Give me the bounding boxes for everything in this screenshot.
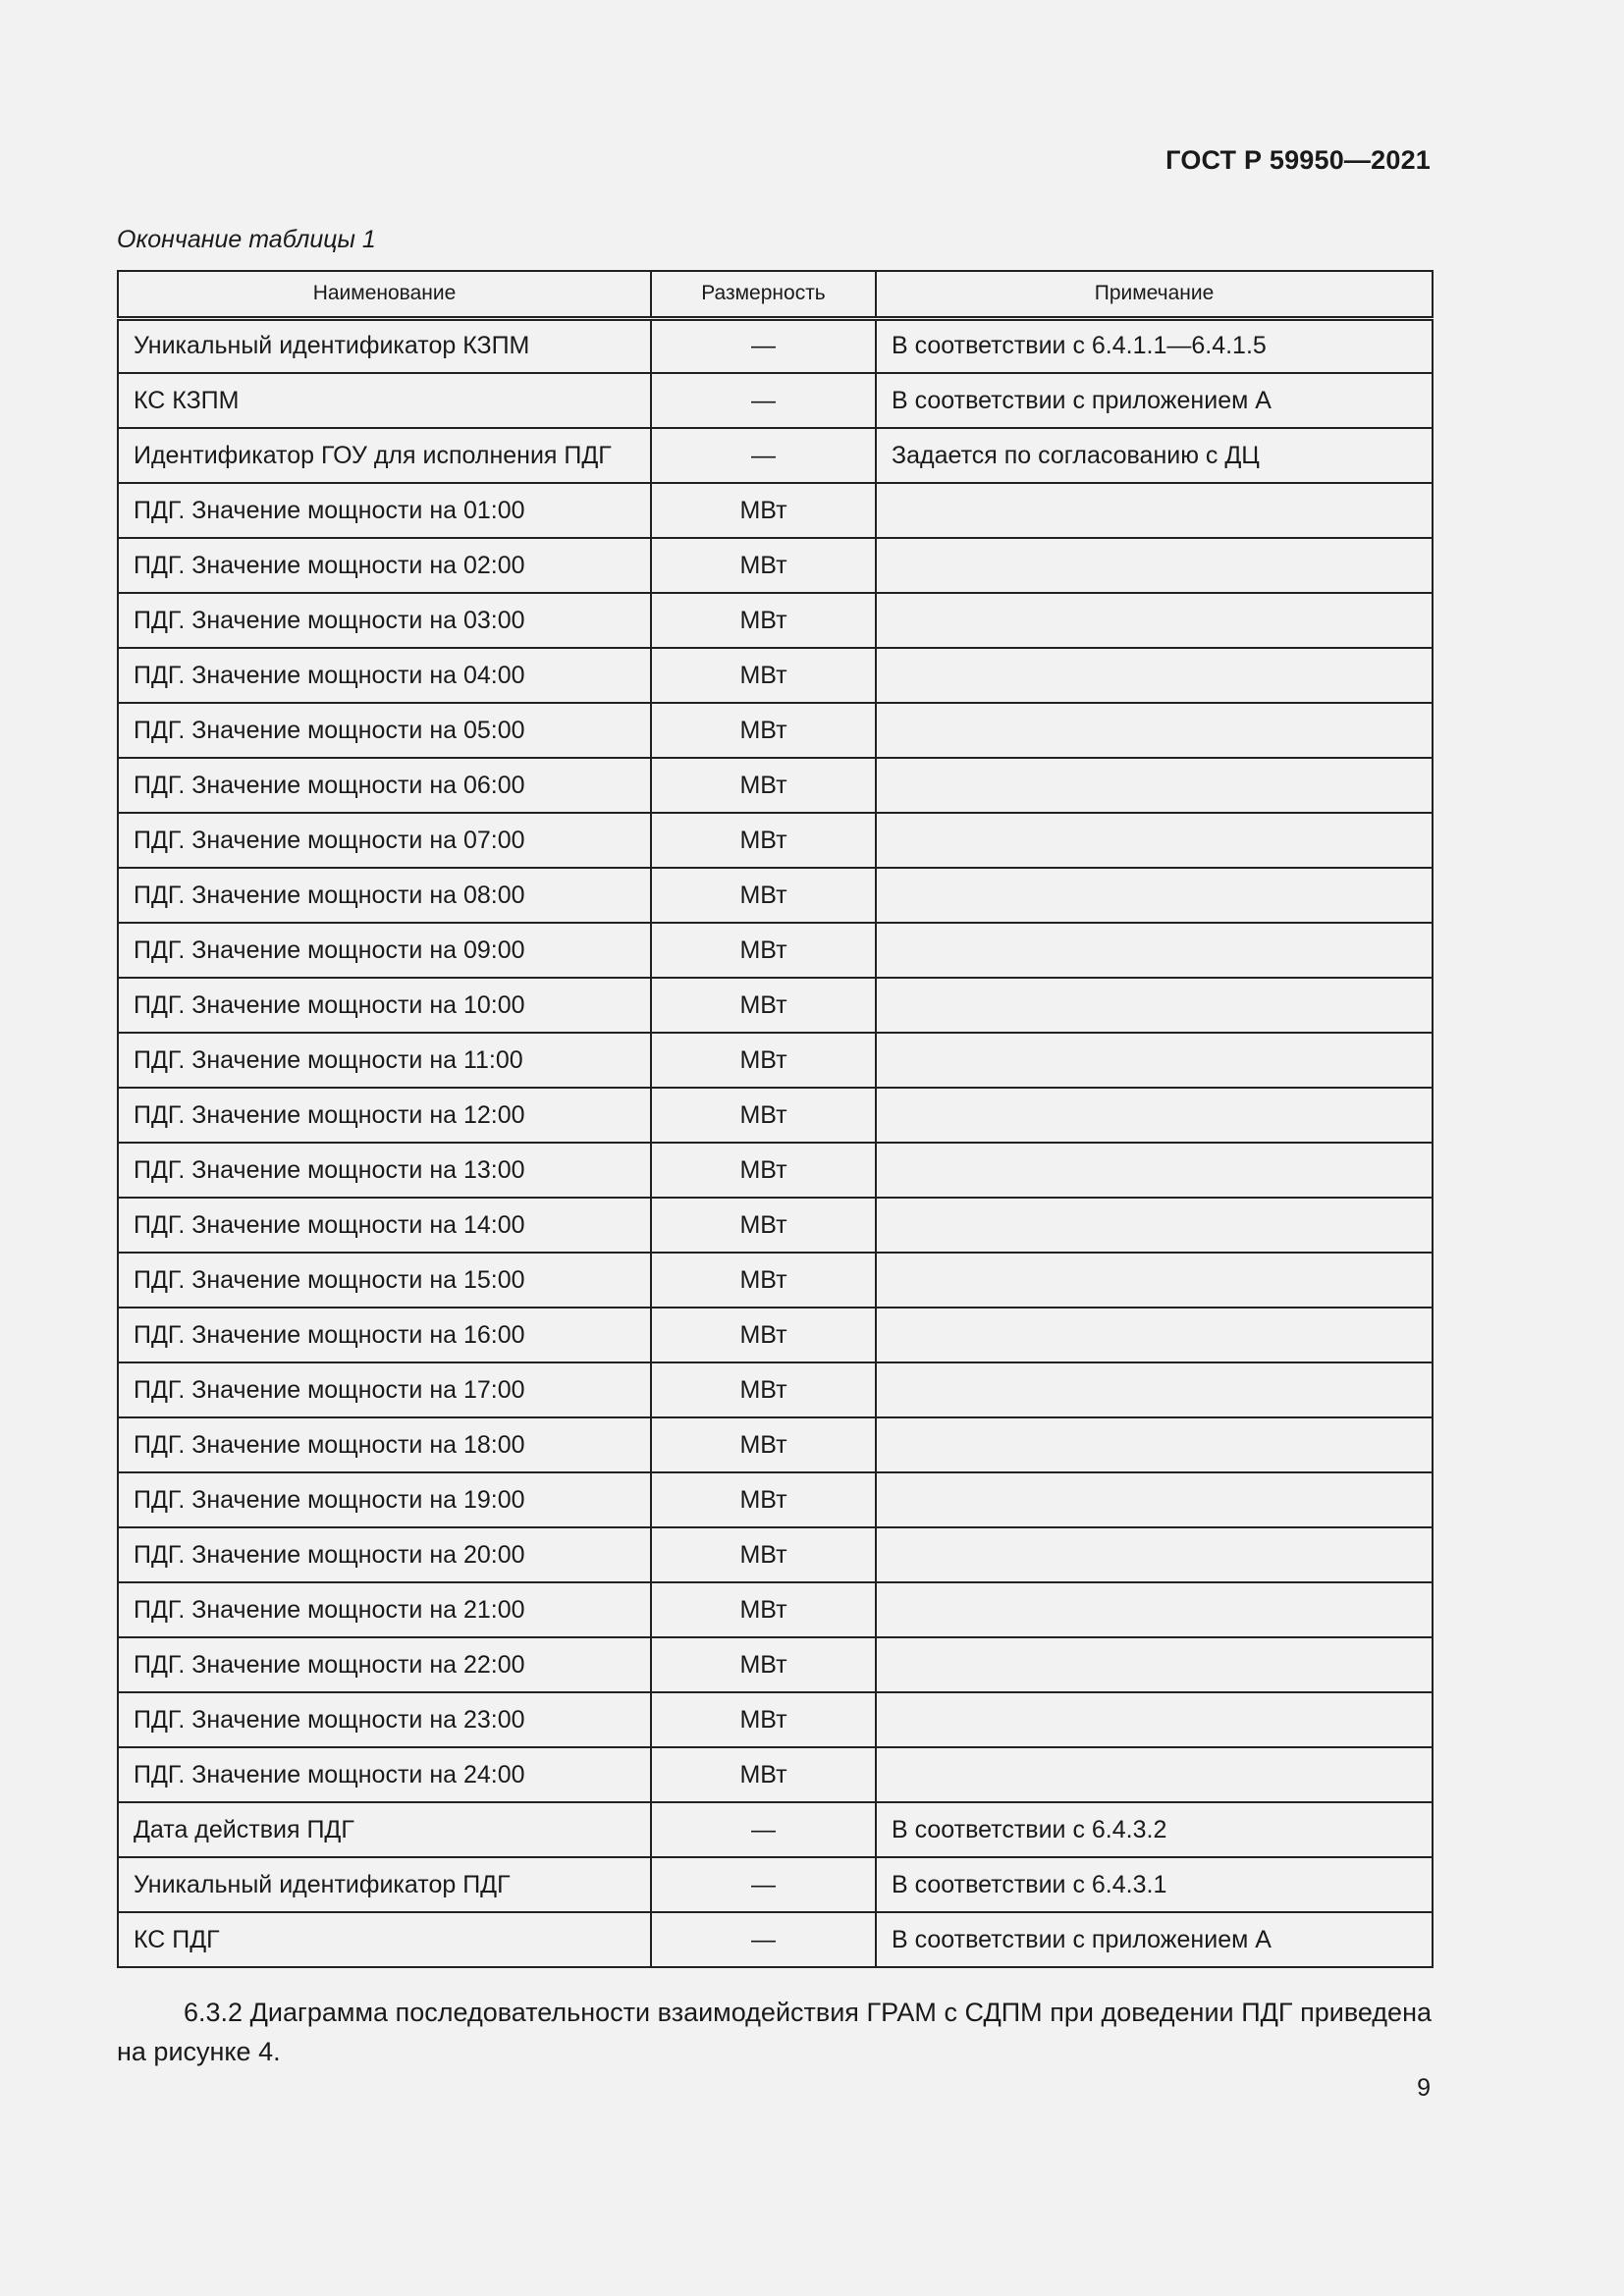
table-row — [118, 1253, 1433, 1308]
cell-note — [876, 868, 1433, 923]
cell-name: ПДГ. Значение мощности на 06:00 — [118, 758, 651, 813]
table-row — [118, 758, 1433, 813]
cell-note — [876, 1198, 1433, 1253]
table-row — [118, 813, 1433, 868]
cell-name: ПДГ. Значение мощности на 07:00 — [118, 813, 651, 868]
cell-note — [876, 1582, 1433, 1637]
document-header-standard-id: ГОСТ Р 59950—2021 — [1165, 145, 1431, 175]
column-header-name: Наименование — [118, 271, 651, 318]
cell-note — [876, 1527, 1433, 1582]
cell-name: ПДГ. Значение мощности на 16:00 — [118, 1308, 651, 1362]
cell-unit: МВт — [651, 1747, 876, 1802]
cell-name: КС КЗПМ — [118, 373, 651, 428]
table-row — [118, 1362, 1433, 1417]
cell-name: ПДГ. Значение мощности на 05:00 — [118, 703, 651, 758]
cell-unit: МВт — [651, 1198, 876, 1253]
table-row — [118, 373, 1433, 428]
cell-name: ПДГ. Значение мощности на 11:00 — [118, 1033, 651, 1088]
cell-note — [876, 483, 1433, 538]
cell-unit: МВт — [651, 1033, 876, 1088]
cell-name: Уникальный идентификатор ПДГ — [118, 1857, 651, 1912]
cell-name: ПДГ. Значение мощности на 23:00 — [118, 1692, 651, 1747]
cell-unit: МВт — [651, 1362, 876, 1417]
cell-note: В соответствии с 6.4.3.1 — [876, 1857, 1433, 1912]
cell-unit: МВт — [651, 1472, 876, 1527]
cell-unit: МВт — [651, 1308, 876, 1362]
cell-note — [876, 1253, 1433, 1308]
table-row — [118, 1198, 1433, 1253]
cell-name: ПДГ. Значение мощности на 03:00 — [118, 593, 651, 648]
cell-note — [876, 703, 1433, 758]
cell-note — [876, 648, 1433, 703]
cell-unit: — — [651, 373, 876, 428]
cell-note — [876, 1308, 1433, 1362]
cell-unit: МВт — [651, 1417, 876, 1472]
cell-note — [876, 923, 1433, 978]
cell-name: Уникальный идентификатор КЗПМ — [118, 318, 651, 373]
cell-name: КС ПДГ — [118, 1912, 651, 1967]
cell-note — [876, 1747, 1433, 1802]
table-row — [118, 703, 1433, 758]
cell-unit: — — [651, 318, 876, 373]
cell-note — [876, 1637, 1433, 1692]
column-header-unit: Размерность — [651, 271, 876, 318]
cell-note — [876, 593, 1433, 648]
cell-name: ПДГ. Значение мощности на 14:00 — [118, 1198, 651, 1253]
cell-note — [876, 1033, 1433, 1088]
cell-name: ПДГ. Значение мощности на 02:00 — [118, 538, 651, 593]
table-row — [118, 1472, 1433, 1527]
cell-unit: МВт — [651, 923, 876, 978]
table-row — [118, 1527, 1433, 1582]
table-row — [118, 1637, 1433, 1692]
cell-note: В соответствии с приложением А — [876, 373, 1433, 428]
cell-name: ПДГ. Значение мощности на 24:00 — [118, 1747, 651, 1802]
cell-unit: МВт — [651, 1692, 876, 1747]
cell-unit: МВт — [651, 868, 876, 923]
table-row — [118, 1582, 1433, 1637]
cell-note — [876, 813, 1433, 868]
cell-unit: МВт — [651, 648, 876, 703]
table-row — [118, 1308, 1433, 1362]
body-paragraph: 6.3.2 Диаграмма последовательности взаимодействия ГРАМ с СДПМ при доведении ПДГ приведена на рисунке 4. — [117, 1998, 1432, 2066]
cell-unit: МВт — [651, 1253, 876, 1308]
cell-note — [876, 758, 1433, 813]
table-row — [118, 1417, 1433, 1472]
cell-unit: МВт — [651, 1582, 876, 1637]
cell-name: ПДГ. Значение мощности на 01:00 — [118, 483, 651, 538]
cell-note — [876, 538, 1433, 593]
cell-note — [876, 1692, 1433, 1747]
cell-unit: МВт — [651, 1143, 876, 1198]
cell-note — [876, 1143, 1433, 1198]
cell-unit: — — [651, 1912, 876, 1967]
parameters-table — [117, 270, 1434, 1968]
table-row — [118, 1912, 1433, 1967]
page-number: 9 — [1417, 2074, 1431, 2102]
cell-note — [876, 1362, 1433, 1417]
table-row — [118, 1802, 1433, 1857]
cell-unit: МВт — [651, 538, 876, 593]
cell-name: ПДГ. Значение мощности на 22:00 — [118, 1637, 651, 1692]
cell-unit: МВт — [651, 978, 876, 1033]
cell-unit: — — [651, 1802, 876, 1857]
cell-unit: МВт — [651, 1088, 876, 1143]
table-row — [118, 923, 1433, 978]
cell-name: ПДГ. Значение мощности на 08:00 — [118, 868, 651, 923]
table-header-row — [118, 271, 1433, 318]
table-row — [118, 318, 1433, 373]
table-row — [118, 538, 1433, 593]
cell-note — [876, 1088, 1433, 1143]
cell-unit: — — [651, 1857, 876, 1912]
table-row — [118, 1857, 1433, 1912]
cell-note: Задается по согласованию с ДЦ — [876, 428, 1433, 483]
table-row — [118, 978, 1433, 1033]
cell-name: ПДГ. Значение мощности на 19:00 — [118, 1472, 651, 1527]
cell-name: ПДГ. Значение мощности на 13:00 — [118, 1143, 651, 1198]
table-row — [118, 868, 1433, 923]
cell-note: В соответствии с 6.4.3.2 — [876, 1802, 1433, 1857]
cell-name: ПДГ. Значение мощности на 10:00 — [118, 978, 651, 1033]
cell-name: ПДГ. Значение мощности на 12:00 — [118, 1088, 651, 1143]
cell-unit: МВт — [651, 593, 876, 648]
table-row — [118, 1033, 1433, 1088]
cell-unit: МВт — [651, 1527, 876, 1582]
cell-note: В соответствии с 6.4.1.1—6.4.1.5 — [876, 318, 1433, 373]
cell-unit: МВт — [651, 483, 876, 538]
cell-name: Дата действия ПДГ — [118, 1802, 651, 1857]
table-row — [118, 593, 1433, 648]
cell-name: Идентификатор ГОУ для исполнения ПДГ — [118, 428, 651, 483]
table-row — [118, 1692, 1433, 1747]
cell-name: ПДГ. Значение мощности на 15:00 — [118, 1253, 651, 1308]
table-caption: Окончание таблицы 1 — [117, 226, 376, 253]
table-header — [118, 271, 1433, 318]
cell-name: ПДГ. Значение мощности на 21:00 — [118, 1582, 651, 1637]
table-row — [118, 648, 1433, 703]
cell-name: ПДГ. Значение мощности на 17:00 — [118, 1362, 651, 1417]
table-row — [118, 483, 1433, 538]
table-row — [118, 1088, 1433, 1143]
cell-note: В соответствии с приложением А — [876, 1912, 1433, 1967]
cell-note — [876, 1472, 1433, 1527]
cell-name: ПДГ. Значение мощности на 20:00 — [118, 1527, 651, 1582]
table-body — [118, 318, 1433, 1967]
table-row — [118, 1747, 1433, 1802]
table-row — [118, 428, 1433, 483]
cell-note — [876, 978, 1433, 1033]
table-row — [118, 1143, 1433, 1198]
cell-unit: МВт — [651, 703, 876, 758]
cell-unit: — — [651, 428, 876, 483]
cell-note — [876, 1417, 1433, 1472]
cell-unit: МВт — [651, 813, 876, 868]
cell-name: ПДГ. Значение мощности на 09:00 — [118, 923, 651, 978]
cell-name: ПДГ. Значение мощности на 04:00 — [118, 648, 651, 703]
cell-unit: МВт — [651, 758, 876, 813]
cell-name: ПДГ. Значение мощности на 18:00 — [118, 1417, 651, 1472]
column-header-note: Примечание — [876, 271, 1433, 318]
cell-unit: МВт — [651, 1637, 876, 1692]
